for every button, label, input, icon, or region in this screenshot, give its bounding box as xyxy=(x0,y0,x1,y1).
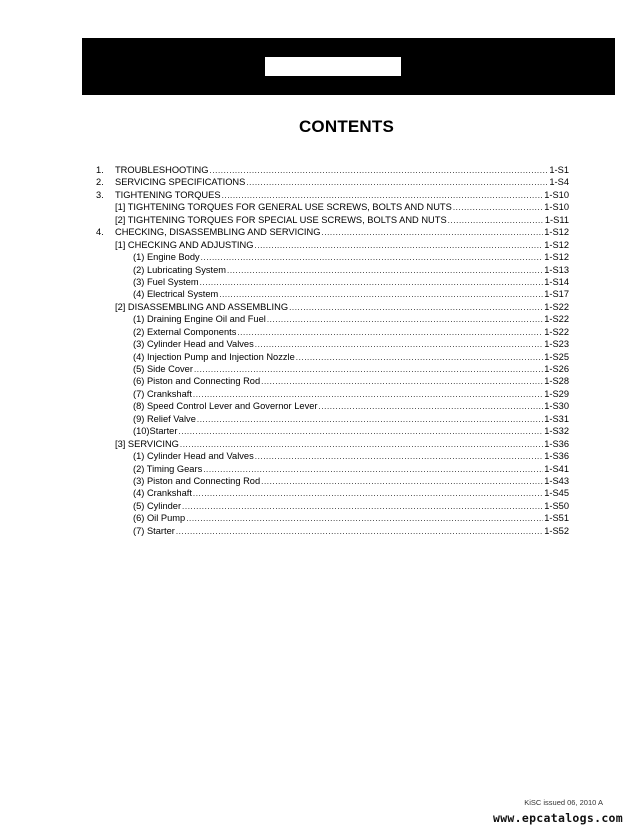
toc-leader-dots xyxy=(182,501,543,512)
toc-entry-label: (4) Injection Pump and Injection Nozzle xyxy=(133,351,295,362)
toc-entry-label: (5) Side Cover xyxy=(133,364,193,374)
toc-entry-servicing[interactable] xyxy=(115,438,569,450)
toc-leader-dots xyxy=(246,177,548,188)
toc-leader-dots xyxy=(186,513,543,524)
toc-leader-dots xyxy=(178,426,543,437)
toc-entry-checking-disassembling-servicing[interactable] xyxy=(96,226,569,238)
toc-leader-dots xyxy=(319,401,544,412)
toc-leader-dots xyxy=(227,265,543,276)
toc-entry-page: 1-S29 xyxy=(544,388,569,399)
toc-entry-piston-connecting-rod[interactable] xyxy=(133,375,569,387)
toc-entry-label: (8) Speed Control Lever and Governor Lever xyxy=(133,401,318,412)
toc-leader-dots xyxy=(222,190,544,201)
toc-entry-page: 1-S1 xyxy=(549,165,569,175)
toc-entry-checking-adjusting[interactable] xyxy=(115,239,569,251)
toc-entry-page: 1-S41 xyxy=(544,463,569,474)
toc-leader-dots xyxy=(219,289,543,300)
toc-entry-label: (1) Cylinder Head and Valves xyxy=(133,451,254,462)
toc-entry-timing-gears[interactable] xyxy=(133,463,569,475)
toc-entry-special-use-torques[interactable] xyxy=(115,214,569,226)
toc-entry-page: 1-S25 xyxy=(544,351,569,362)
toc-entry-label: (6) Oil Pump xyxy=(133,513,186,524)
toc-entry-label: TIGHTENING TORQUES xyxy=(115,189,221,200)
toc-entry-page: 1-S12 xyxy=(544,252,569,263)
toc-entry-relief-valve[interactable] xyxy=(133,413,569,425)
toc-entry-page: 1-S22 xyxy=(544,326,569,337)
toc-entry-page: 1-S22 xyxy=(544,314,569,325)
toc-entry-starter[interactable] xyxy=(133,425,569,437)
toc-leader-dots xyxy=(180,439,543,450)
toc-leader-dots xyxy=(193,389,543,400)
toc-entry-page: 1-S51 xyxy=(544,513,569,524)
toc-entry-page: 1-S32 xyxy=(544,426,569,437)
toc-entry-label: (3) Fuel System xyxy=(133,276,199,287)
toc-leader-dots xyxy=(453,202,543,213)
toc-entry-number: 4. xyxy=(96,227,104,238)
toc-entry-label: (6) Piston and Connecting Rod xyxy=(133,376,261,387)
toc-entry-servicing-cylinder-head-valves[interactable] xyxy=(133,450,569,462)
toc-leader-dots xyxy=(261,476,543,487)
toc-entry-page: 1-S45 xyxy=(544,488,569,499)
toc-entry-servicing-specifications[interactable] xyxy=(96,176,569,188)
toc-leader-dots xyxy=(193,488,543,499)
toc-entry-disassembling-assembling[interactable] xyxy=(115,301,569,313)
header-black-bar xyxy=(82,38,615,95)
toc-entry-page: 1-S4 xyxy=(549,177,569,188)
toc-entry-label: (1) Draining Engine Oil and Fuel xyxy=(133,314,266,325)
toc-entry-page: 1-S22 xyxy=(544,301,569,312)
toc-entry-label: (2) Timing Gears xyxy=(133,463,203,474)
toc-entry-number: 2. xyxy=(96,177,104,188)
toc-entry-page: 1-S28 xyxy=(544,376,569,387)
toc-entry-label: [1] TIGHTENING TORQUES FOR GENERAL USE SCREWS, BOLTS AND NUTS xyxy=(115,202,452,213)
toc-entry-label: (3) Piston and Connecting Rod xyxy=(133,475,261,486)
toc-entry-page: 1-S11 xyxy=(544,214,569,225)
toc-leader-dots xyxy=(200,277,544,288)
toc-entry-page: 1-S50 xyxy=(544,500,569,511)
toc-leader-dots xyxy=(321,227,543,238)
toc-leader-dots xyxy=(267,314,543,325)
toc-entry-page: 1-S36 xyxy=(544,438,569,449)
toc-leader-dots xyxy=(289,302,543,313)
toc-entry-tightening-torques[interactable] xyxy=(96,189,569,201)
toc-leader-dots xyxy=(237,327,543,338)
issued-note: KiSC issued 06, 2010 A xyxy=(524,798,603,807)
toc-entry-label: SERVICING SPECIFICATIONS xyxy=(115,177,246,188)
toc-entry-label: (7) Starter xyxy=(133,525,175,536)
toc-entry-label: (10)Starter xyxy=(133,426,178,437)
toc-entry-page: 1-S14 xyxy=(544,276,569,287)
toc-entry-label: (2) Lubricating System xyxy=(133,264,227,275)
table-of-contents xyxy=(96,164,569,537)
toc-entry-side-cover[interactable] xyxy=(133,363,569,375)
toc-leader-dots xyxy=(210,165,549,176)
toc-entry-label: (2) External Components xyxy=(133,326,237,337)
toc-entry-page: 1-S26 xyxy=(544,364,569,374)
header-label-box xyxy=(265,57,401,76)
toc-entry-label: [2] DISASSEMBLING AND ASSEMBLING xyxy=(115,301,289,312)
toc-entry-label: (4) Crankshaft xyxy=(133,488,192,499)
toc-entry-troubleshooting[interactable] xyxy=(96,164,569,176)
toc-leader-dots xyxy=(255,451,543,462)
toc-entry-servicing-crankshaft[interactable] xyxy=(133,487,569,499)
toc-leader-dots xyxy=(176,526,543,537)
toc-entry-label: (5) Cylinder xyxy=(133,500,182,511)
toc-leader-dots xyxy=(296,352,543,363)
toc-entry-page: 1-S13 xyxy=(544,264,569,275)
toc-leader-dots xyxy=(254,240,543,251)
toc-entry-external-components[interactable] xyxy=(133,326,569,338)
toc-entry-page: 1-S31 xyxy=(544,413,569,424)
toc-entry-cylinder-head-valves[interactable] xyxy=(133,338,569,350)
toc-entry-page: 1-S52 xyxy=(544,525,569,536)
toc-entry-oil-pump[interactable] xyxy=(133,512,569,524)
toc-entry-fuel-system[interactable] xyxy=(133,276,569,288)
toc-leader-dots xyxy=(197,414,543,425)
toc-entry-engine-body[interactable] xyxy=(133,251,569,263)
toc-entry-label: [1] CHECKING AND ADJUSTING xyxy=(115,239,254,250)
watermark-url[interactable]: www.epcatalogs.com xyxy=(492,811,623,825)
toc-entry-number: 3. xyxy=(96,189,104,200)
toc-entry-page: 1-S10 xyxy=(544,202,569,213)
toc-entry-label: (9) Relief Valve xyxy=(133,413,196,424)
toc-entry-label: [3] SERVICING xyxy=(115,438,179,449)
toc-leader-dots xyxy=(203,464,543,475)
toc-entry-page: 1-S17 xyxy=(544,289,569,300)
toc-leader-dots xyxy=(448,215,544,226)
toc-leader-dots xyxy=(201,252,544,263)
toc-entry-crankshaft[interactable] xyxy=(133,388,569,400)
toc-entry-page: 1-S12 xyxy=(544,239,569,250)
toc-entry-label: CHECKING, DISASSEMBLING AND SERVICING xyxy=(115,227,321,238)
toc-entry-page: 1-S23 xyxy=(544,339,569,350)
toc-entry-lubricating-system[interactable] xyxy=(133,264,569,276)
toc-entry-page: 1-S10 xyxy=(544,189,569,200)
toc-entry-cylinder[interactable] xyxy=(133,500,569,512)
toc-entry-page: 1-S36 xyxy=(544,451,569,462)
toc-entry-page: 1-S30 xyxy=(544,401,569,412)
toc-entry-page: 1-S12 xyxy=(544,227,569,238)
toc-entry-label: TROUBLESHOOTING xyxy=(115,165,209,175)
toc-entry-servicing-piston-connecting-rod[interactable] xyxy=(133,475,569,487)
toc-leader-dots xyxy=(261,376,543,387)
toc-entry-label: (3) Cylinder Head and Valves xyxy=(133,339,254,350)
toc-leader-dots xyxy=(255,339,543,350)
toc-entry-injection-pump-nozzle[interactable] xyxy=(133,351,569,363)
toc-entry-general-use-torques[interactable] xyxy=(115,201,569,213)
toc-entry-servicing-starter[interactable] xyxy=(133,525,569,537)
page-title: CONTENTS xyxy=(298,117,395,136)
toc-entry-speed-control-governor-lever[interactable] xyxy=(133,400,569,412)
toc-leader-dots xyxy=(194,364,543,375)
toc-entry-electrical-system[interactable] xyxy=(133,288,569,300)
toc-entry-draining-oil-fuel[interactable] xyxy=(133,313,569,325)
toc-entry-label: (4) Electrical System xyxy=(133,289,219,300)
toc-entry-page: 1-S43 xyxy=(544,475,569,486)
toc-entry-label: [2] TIGHTENING TORQUES FOR SPECIAL USE SCREWS, BOLTS AND NUTS xyxy=(115,214,447,225)
toc-entry-number: 1. xyxy=(96,165,104,175)
toc-entry-label: (7) Crankshaft xyxy=(133,388,192,399)
toc-entry-label: (1) Engine Body xyxy=(133,252,200,263)
